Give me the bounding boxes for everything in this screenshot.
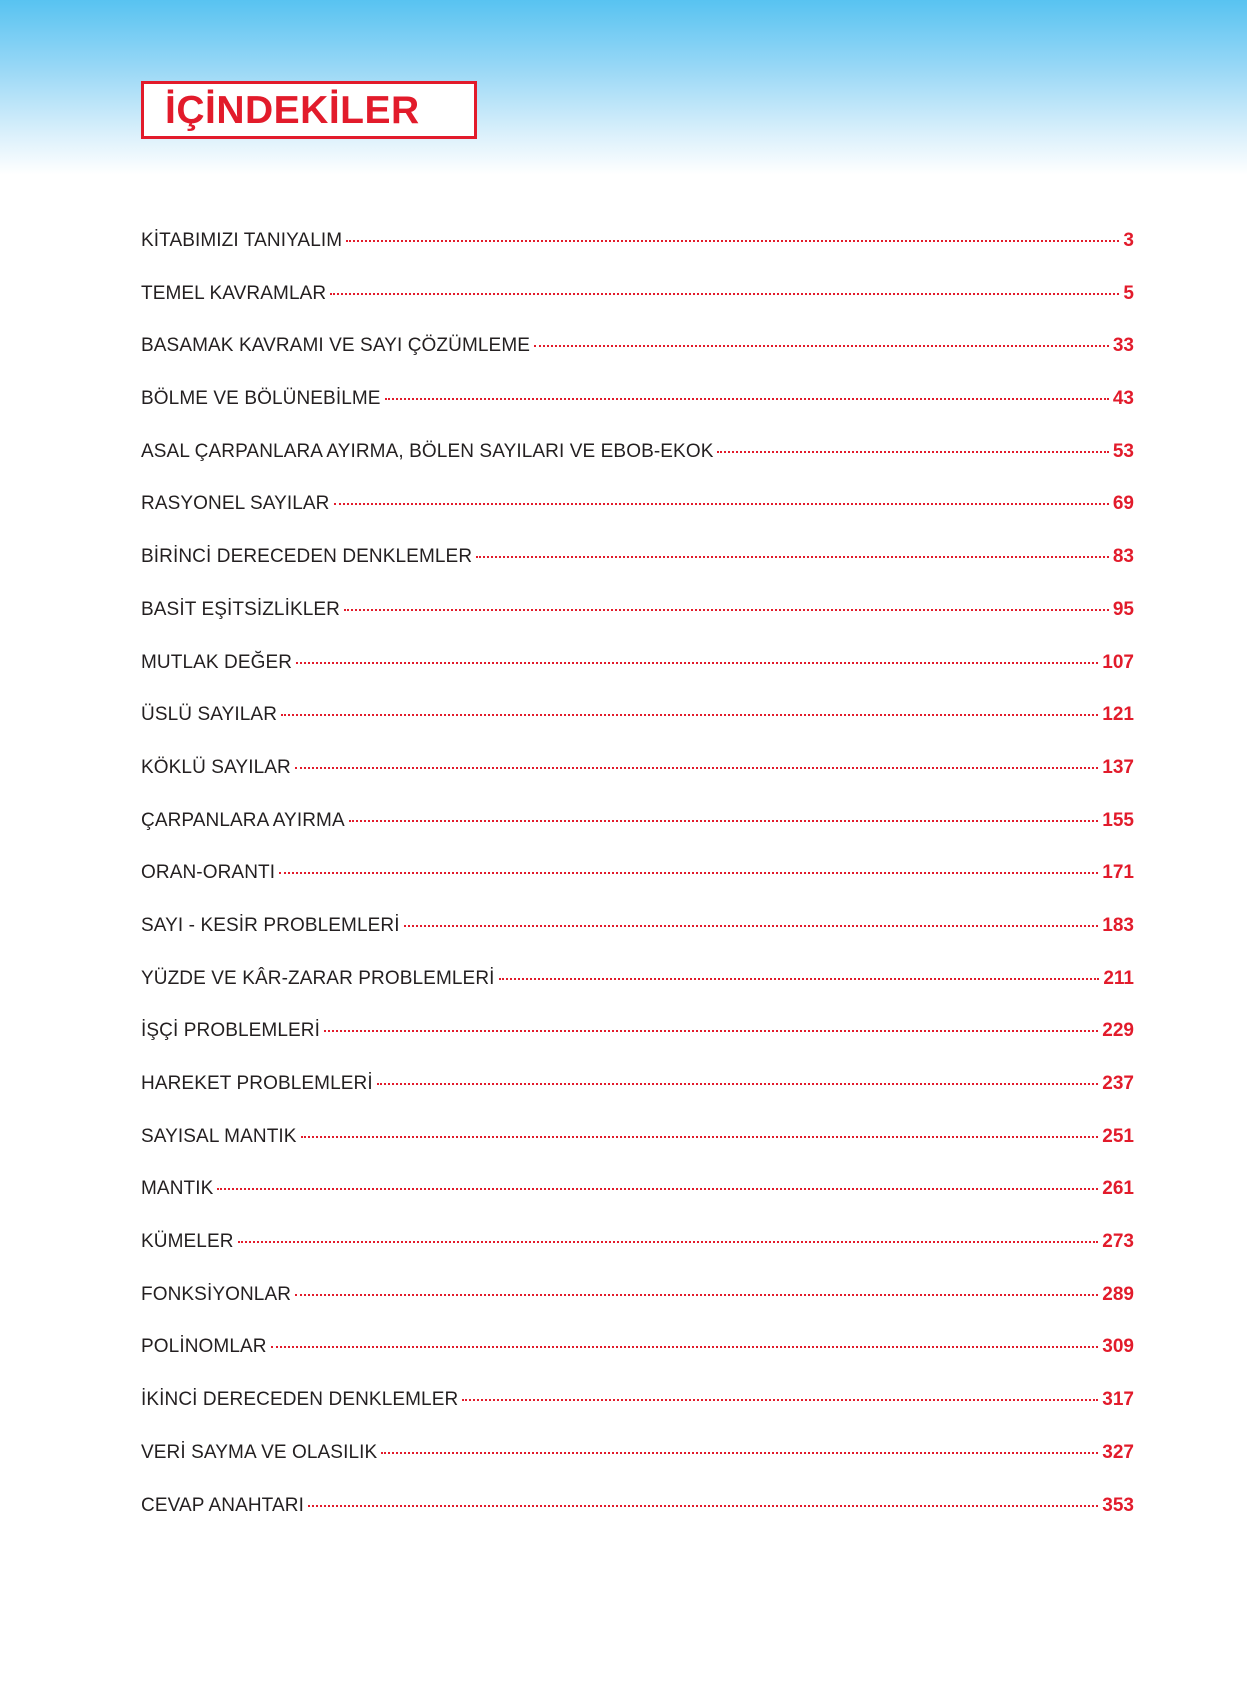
toc-entry-label: KÜMELER <box>141 1231 234 1253</box>
dot-leader <box>238 1241 1099 1243</box>
dot-leader <box>381 1452 1098 1454</box>
toc-entry-label: SAYI - KESİR PROBLEMLERİ <box>141 914 400 936</box>
dot-leader <box>296 662 1098 664</box>
toc-entry-page-number: 69 <box>1112 493 1134 515</box>
toc-entry[interactable] <box>141 599 1134 652</box>
toc-entry[interactable] <box>141 388 1134 441</box>
toc-entry-label: BASİT EŞİTSİZLİKLER <box>141 598 341 620</box>
dot-leader <box>281 714 1098 716</box>
page-title: İÇİNDEKİLER <box>165 88 420 132</box>
toc-entry-page-number: 353 <box>1102 1494 1134 1516</box>
dot-leader <box>334 503 1109 505</box>
toc-entry[interactable] <box>141 652 1134 705</box>
dot-leader <box>324 1030 1098 1032</box>
toc-entry-label: İŞÇİ PROBLEMLERİ <box>141 1020 320 1042</box>
toc-entry[interactable] <box>141 704 1134 757</box>
dot-leader <box>476 556 1109 558</box>
toc-entry-label: VERİ SAYMA VE OLASILIK <box>141 1441 378 1463</box>
toc-entry-page-number: 251 <box>1102 1125 1134 1147</box>
toc-entry-label: CEVAP ANAHTARI <box>141 1494 304 1516</box>
dot-leader <box>499 978 1100 980</box>
dot-leader <box>717 451 1108 453</box>
toc-entry[interactable] <box>141 546 1134 599</box>
toc-entry[interactable] <box>141 968 1134 1021</box>
toc-entry-page-number: 155 <box>1102 809 1134 831</box>
title-box <box>141 81 477 139</box>
toc-entry-label: YÜZDE VE KÂR-ZARAR PROBLEMLERİ <box>141 967 495 989</box>
dot-leader <box>385 398 1109 400</box>
toc-entry[interactable] <box>141 1442 1134 1495</box>
toc-entry-label: ÜSLÜ SAYILAR <box>141 704 278 726</box>
toc-entry-label: KÖKLÜ SAYILAR <box>141 756 291 778</box>
toc-entry[interactable] <box>141 810 1134 863</box>
toc-entry-label: FONKSİYONLAR <box>141 1283 292 1305</box>
toc-entry[interactable] <box>141 1495 1134 1548</box>
toc-entry-label: HAREKET PROBLEMLERİ <box>141 1073 373 1094</box>
toc-entry[interactable] <box>141 915 1134 968</box>
toc-entry-label: MUTLAK DEĞER <box>141 651 293 673</box>
toc-entry-label: TEMEL KAVRAMLAR <box>141 282 327 304</box>
toc-entry-label: MANTIK <box>141 1178 214 1200</box>
toc-entry-label: BASAMAK KAVRAMI VE SAYI ÇÖZÜMLEME <box>141 335 531 357</box>
toc-entry-page-number: 121 <box>1102 704 1134 726</box>
toc-entry-label: İKİNCİ DERECEDEN DENKLEMLER <box>141 1389 459 1411</box>
toc-entry-page-number: 237 <box>1102 1073 1134 1094</box>
toc-entry-page-number: 327 <box>1102 1441 1134 1463</box>
toc-entry-page-number: 33 <box>1112 335 1134 357</box>
toc-entry-label: RASYONEL SAYILAR <box>141 493 330 515</box>
toc-entry-page-number: 183 <box>1102 914 1134 936</box>
toc-entry-page-number: 95 <box>1112 598 1134 620</box>
table-of-contents <box>141 230 1134 1547</box>
toc-entry[interactable] <box>141 1178 1134 1231</box>
toc-entry[interactable] <box>141 1073 1134 1126</box>
toc-entry-page-number: 5 <box>1123 282 1134 304</box>
toc-entry[interactable] <box>141 1231 1134 1284</box>
toc-entry-page-number: 43 <box>1112 388 1134 410</box>
toc-entry-page-number: 273 <box>1102 1231 1134 1253</box>
toc-entry-label: SAYISAL MANTIK <box>141 1125 297 1147</box>
toc-entry-label: ÇARPANLARA AYIRMA <box>141 809 345 831</box>
toc-entry-label: ASAL ÇARPANLARA AYIRMA, BÖLEN SAYILARI VE EBOB-EKOK <box>141 440 714 462</box>
dot-leader <box>346 240 1119 242</box>
toc-entry-page-number: 309 <box>1102 1336 1134 1358</box>
toc-entry-page-number: 3 <box>1123 230 1134 251</box>
toc-entry[interactable] <box>141 1284 1134 1337</box>
dot-leader <box>301 1136 1099 1138</box>
toc-entry[interactable] <box>141 757 1134 810</box>
toc-entry[interactable] <box>141 230 1134 283</box>
dot-leader <box>462 1399 1098 1401</box>
toc-entry-page-number: 229 <box>1102 1020 1134 1042</box>
dot-leader <box>349 820 1099 822</box>
toc-entry-label: BİRİNCİ DERECEDEN DENKLEMLER <box>141 546 473 568</box>
dot-leader <box>404 925 1099 927</box>
toc-entry[interactable] <box>141 1126 1134 1179</box>
toc-entry-label: BÖLME VE BÖLÜNEBİLME <box>141 388 381 410</box>
dot-leader <box>279 872 1098 874</box>
toc-entry-page-number: 137 <box>1102 756 1134 778</box>
dot-leader <box>295 1294 1098 1296</box>
dot-leader <box>344 609 1109 611</box>
toc-entry-page-number: 289 <box>1102 1283 1134 1305</box>
toc-entry-page-number: 261 <box>1102 1178 1134 1200</box>
dot-leader <box>330 293 1119 295</box>
toc-entry[interactable] <box>141 441 1134 494</box>
toc-entry[interactable] <box>141 862 1134 915</box>
toc-entry-page-number: 53 <box>1112 440 1134 462</box>
toc-entry-page-number: 83 <box>1112 546 1134 568</box>
toc-entry[interactable] <box>141 283 1134 336</box>
toc-entry[interactable] <box>141 1389 1134 1442</box>
toc-entry-page-number: 317 <box>1102 1389 1134 1411</box>
toc-entry-page-number: 211 <box>1103 967 1134 989</box>
toc-entry[interactable] <box>141 493 1134 546</box>
toc-entry-label: ORAN-ORANTI <box>141 862 276 884</box>
dot-leader <box>217 1188 1098 1190</box>
dot-leader <box>271 1346 1099 1348</box>
dot-leader <box>295 767 1098 769</box>
dot-leader <box>377 1083 1099 1085</box>
toc-entry[interactable] <box>141 1020 1134 1073</box>
toc-entry[interactable] <box>141 335 1134 388</box>
toc-entry-label: KİTABIMIZI TANIYALIM <box>141 230 343 251</box>
toc-entry-label: POLİNOMLAR <box>141 1336 267 1358</box>
dot-leader <box>534 345 1109 347</box>
dot-leader <box>308 1505 1098 1507</box>
toc-entry[interactable] <box>141 1336 1134 1389</box>
toc-entry-page-number: 171 <box>1102 862 1134 884</box>
toc-entry-page-number: 107 <box>1102 651 1134 673</box>
